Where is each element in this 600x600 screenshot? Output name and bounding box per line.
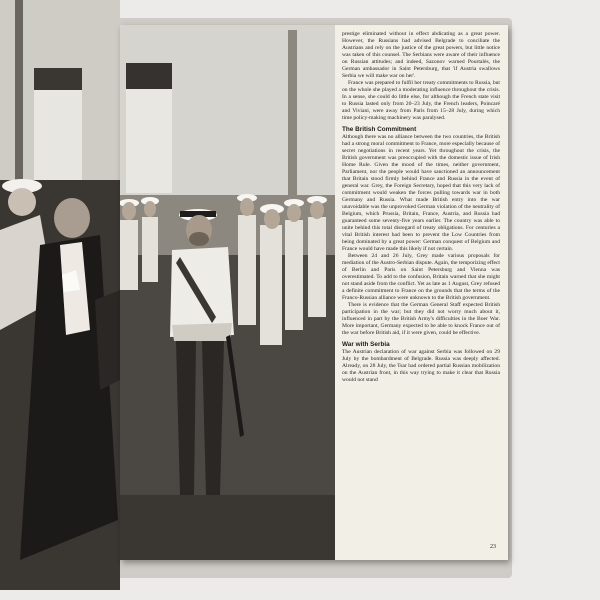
british-paragraph-3: There is evidence that the German General Staff expected British participation in the war; but they did not worry much about it, influenced in part by the British Army's difficulties in the Boer War. More important, Germany expected to be able to knock France out of the war before British aid, if it were given, could be effective. [342,302,500,336]
section-heading-british-commitment: The British Commitment [342,126,417,133]
france-paragraph: France was prepared to fulfil her treaty commitments to Russia, but on the whole she played a moderating influence throughout the crisis. In a sense, she could do little else, for although the French state visit to Russia lasted only from 20–23 July, the French leaders, Poincaré and Viviani, were away from Paris from 15–28 July, during which time policy-making machinery was paralysed. [342,80,500,121]
article-text-column [342,31,500,551]
page-number: 23 [490,544,496,550]
section-heading-war-with-serbia: War with Serbia [342,341,390,348]
left-page-photo [0,0,120,590]
serbia-paragraph-1: The Austrian declaration of war against Serbia was followed on 29 July by the bombardment of Belgrade. Russia was deeply affected. Already, on 28 July, the Tsar had ordered partial Russian mobilization on the Austrian front, in this way trying to make it clear that Russia would not stand [342,349,500,383]
historical-photograph [120,25,335,560]
photo-illustration [120,25,335,560]
intro-paragraph: prestige eliminated without in effect abdicating as a great power. However, the Russians had advised Belgrade to conciliate the Austrians and rely on the justice of the great powers, but little notice was taken of this counsel. The Serbians were aware of their influence on Russian attitudes; and indeed, Sazonov warned Pourtalès, the German ambassador in Saint Petersburg, that 'if Austria swallows Serbia we will make war on her'. [342,31,500,79]
left-photo-illustration [0,0,120,590]
british-paragraph-1: Although there was no alliance between the two countries, the British had a strong moral commitment to France, more especially because of secret negotiations in recent years. Yet throughout the crisis, the British government was preoccupied with the domestic issue of Irish Home Rule. Given the mood of the times, neither government, Parliament, nor the people would have sanctioned an announcement that Britain stood firmly behind France and Russia in the event of general war. Grey, the Foreign Secretary, hoped that this very lack of commitment would weaken the forces pulling towards war in both Germany and Russia. What made British entry into the war unavoidable was the unprovoked German violation of the neutrality of Belgium, which Prussia, Britain, France, Austria, and Russia had guaranteed some seventy-five years earlier. The country was able to unite behind this total disregard of treaty obligations. For centuries a vital British interest had been to prevent the Low Countries from being dominated by a great power: German conquest of Belgium and France would have made this likely if not certain. [342,134,500,252]
right-page [120,25,508,560]
british-paragraph-2: Between 24 and 26 July, Grey made various proposals for mediation of the Austro-Serbian dispute. Again, the temporizing effect of Berlin and Paris on Saint Petersburg and Vienna was overestimated. To add to the confusion, Britain warned that she might not stand aside from the conflict. Yet as late as 1 August, Grey refused a definite commitment to France on the grounds that the terms of the Franco-Russian alliance were unknown to the British government. [342,253,500,301]
